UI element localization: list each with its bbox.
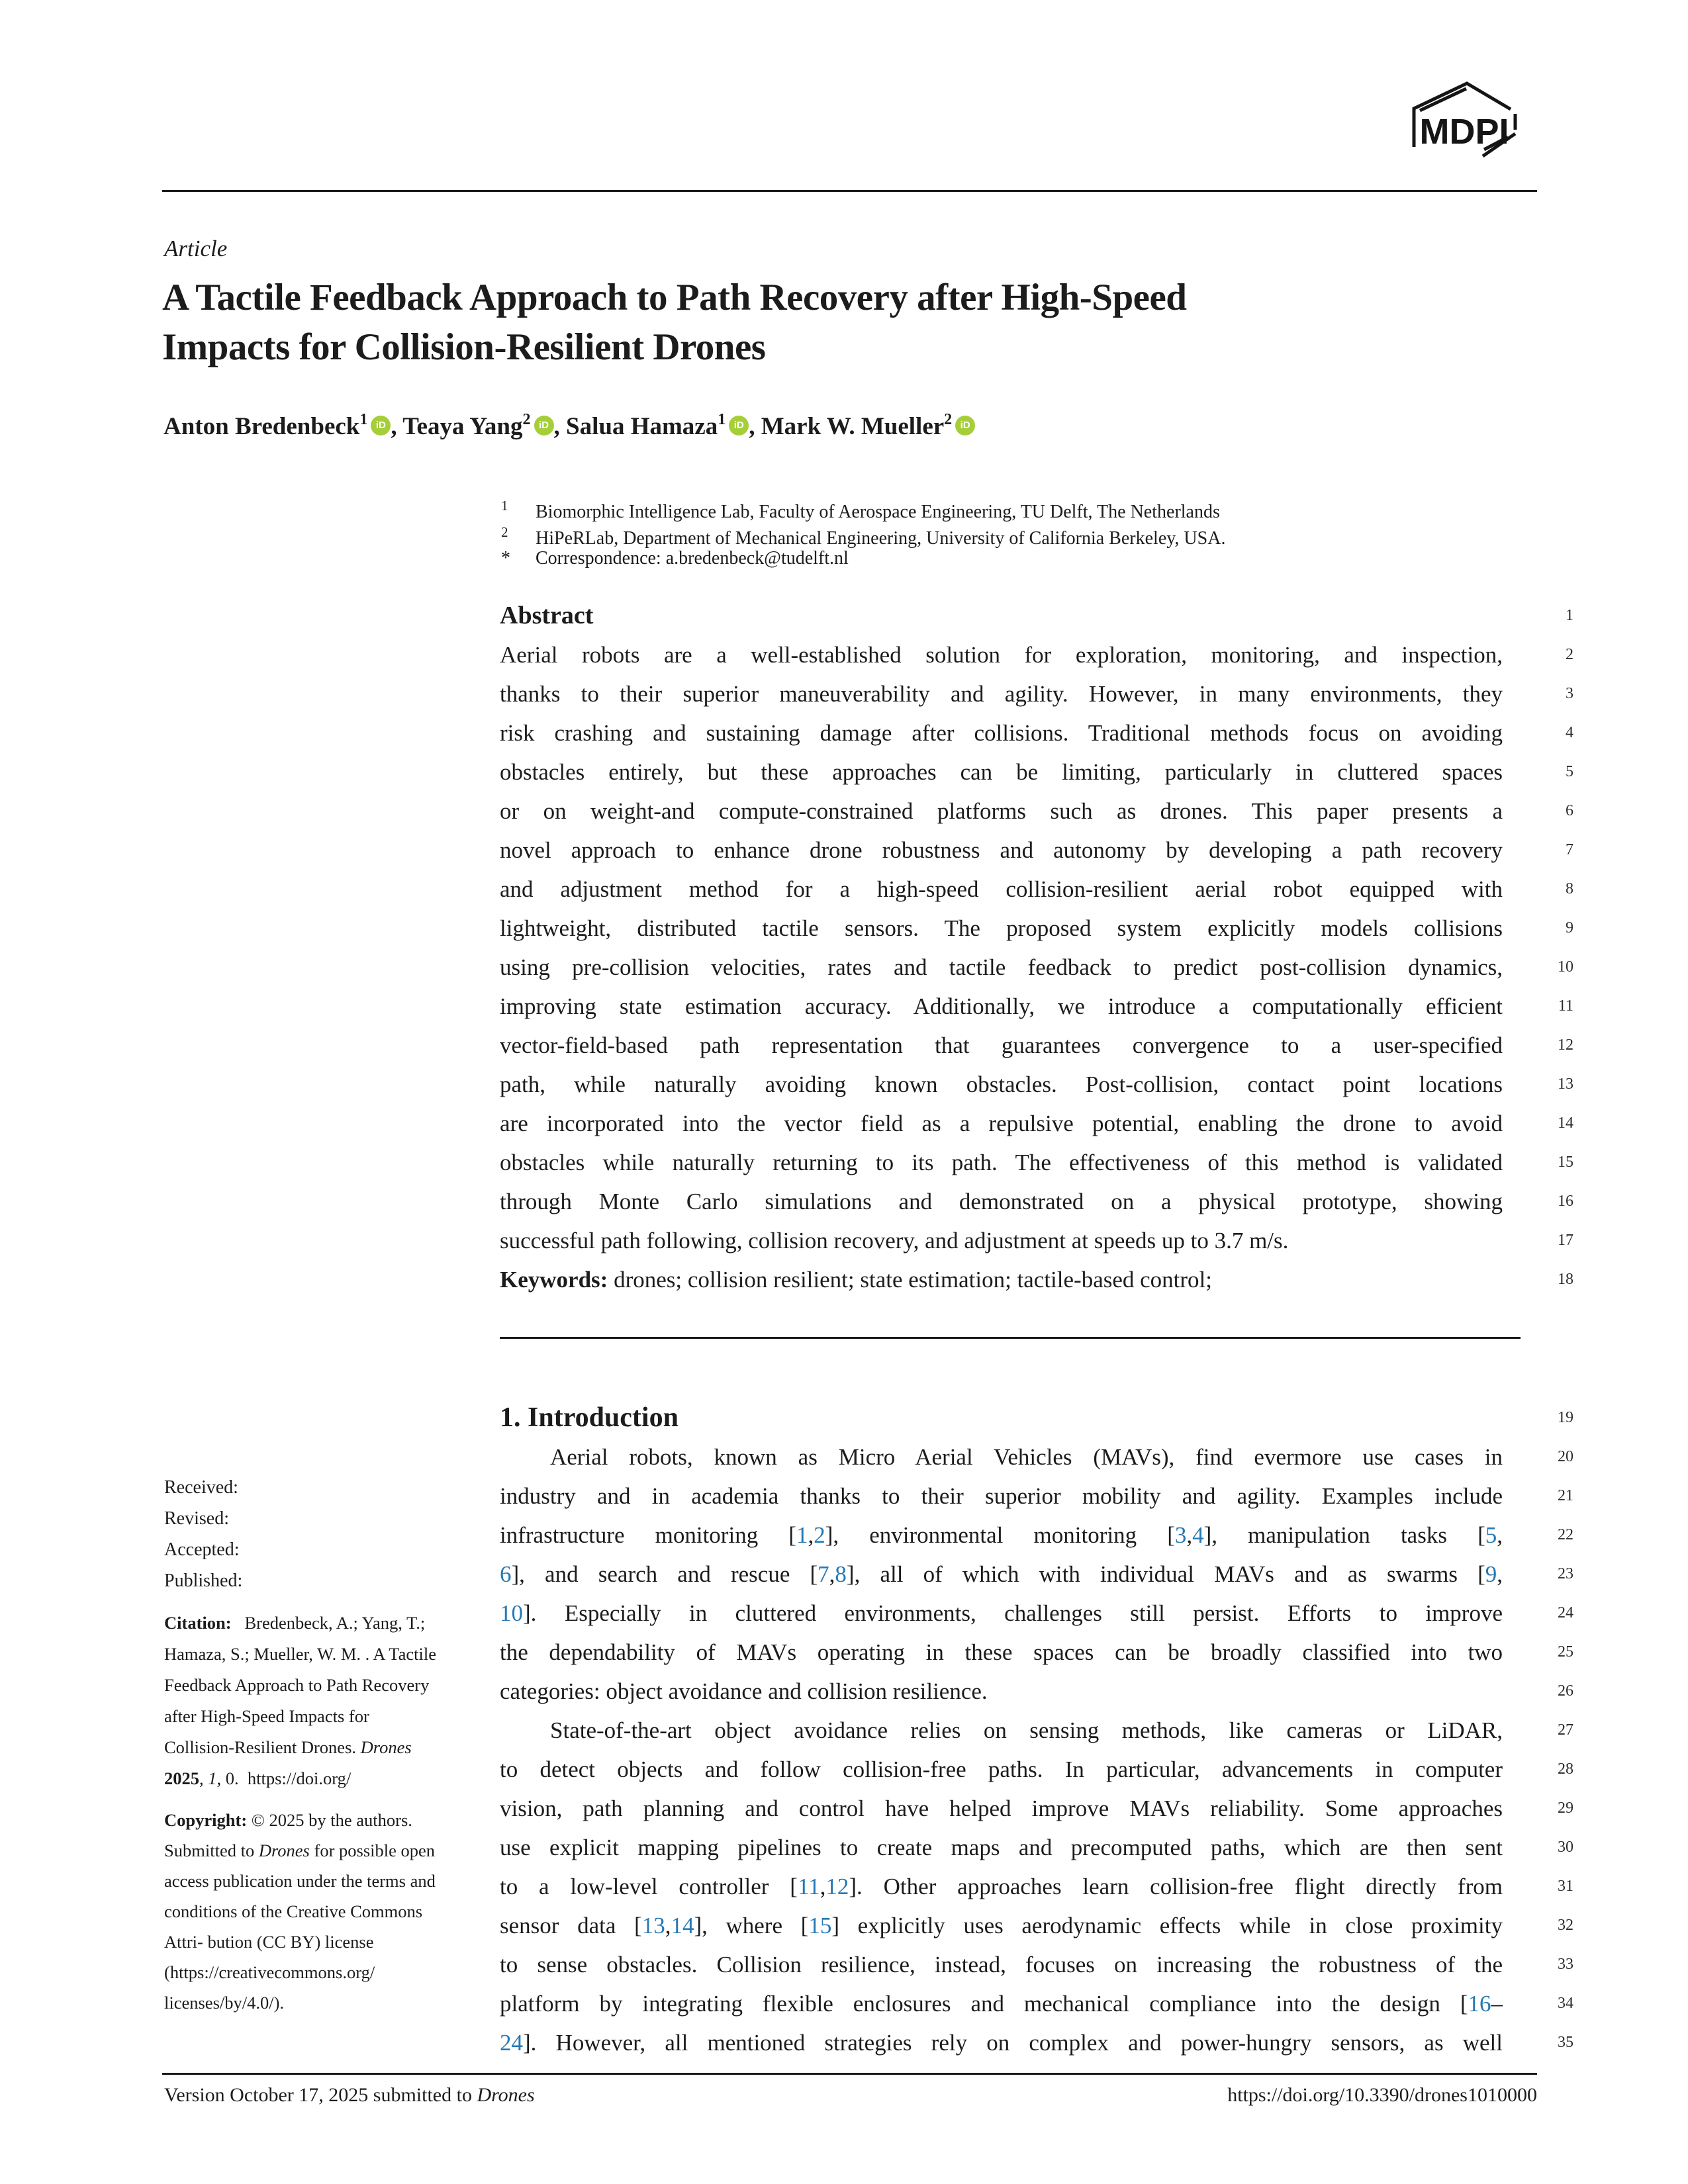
text-segment: for possible open — [309, 1841, 436, 1860]
affiliation-text: Correspondence: a.bredenbeck@tudelft.nl — [536, 548, 849, 569]
line-number: 6 — [1566, 802, 1573, 819]
author-name: Salua Hamaza — [566, 413, 718, 440]
orcid-icon[interactable]: iD — [534, 416, 554, 435]
text-segment: , — [1497, 1561, 1503, 1587]
text-line — [500, 1984, 1573, 2023]
author-separator: , — [749, 413, 761, 440]
text-segment: Drones — [258, 1841, 310, 1860]
line-number: 10 — [1558, 958, 1573, 976]
date-label — [164, 1565, 242, 1596]
line-number: 32 — [1558, 1917, 1573, 1934]
citation-line — [164, 1732, 469, 1763]
citation-link[interactable]: 15 — [808, 1913, 832, 1938]
citation-link[interactable]: 11 — [797, 1874, 820, 1899]
author-name: Anton Bredenbeck — [164, 413, 360, 440]
logo-accent-top — [1420, 89, 1466, 111]
text-line — [500, 870, 1573, 909]
text-segment: platform by integrating flexible enclosures and mechanical compliance into the design [ — [500, 1991, 1468, 2017]
text-line-content: Aerial robots are a well-established solution for exploration, monitoring, and inspection, — [500, 642, 1503, 668]
citation-line — [164, 1701, 469, 1732]
text-segment: Copyright: — [164, 1810, 248, 1830]
text-line — [500, 909, 1573, 948]
footer-version-text: Version October 17, 2025 submitted to — [164, 2084, 477, 2106]
text-line-content: Abstract — [500, 602, 594, 629]
text-line-content: through Monte Carlo simulations and demonstrated on a physical prototype, showing — [500, 1189, 1503, 1214]
text-line-content: successful path following, collision recovery, and adjustment at speeds up to 3.7 m/s. — [500, 1228, 1289, 1253]
text-line — [500, 1672, 1573, 1711]
author — [402, 413, 566, 440]
affiliation-marker: 2 — [501, 524, 508, 540]
text-segment: Drones — [360, 1737, 412, 1757]
line-number: 12 — [1558, 1036, 1573, 1054]
text-line-content: vision, path planning and control have helped improve MAVs reliability. Some approaches — [500, 1796, 1503, 1821]
author-affiliation-sup: 2 — [944, 411, 953, 428]
text-line — [500, 1437, 1573, 1477]
text-line — [500, 1221, 1573, 1260]
text-segment: , — [829, 1561, 835, 1587]
text-line — [500, 948, 1573, 987]
line-number: 31 — [1558, 1878, 1573, 1895]
text-segment: ], environmental monitoring [ — [825, 1522, 1175, 1548]
sidebar-dates — [164, 1472, 242, 1596]
line-number: 17 — [1558, 1232, 1573, 1249]
citation-link[interactable]: 10 — [500, 1600, 523, 1626]
citation-line — [164, 1608, 469, 1639]
affiliations — [501, 492, 1534, 572]
text-line — [500, 1945, 1573, 1984]
text-line-content: categories: object avoidance and collision resilience. — [500, 1678, 988, 1704]
citation-link[interactable]: 7 — [818, 1561, 829, 1587]
text-segment: , — [665, 1913, 671, 1938]
copyright-line — [164, 1896, 469, 1927]
text-segment: ]. Other approaches learn collision-free flight directly from — [849, 1874, 1503, 1899]
line-number: 1 — [1566, 607, 1573, 624]
text-line-content — [500, 2030, 1503, 2056]
citation-line-text — [164, 1768, 351, 1788]
line-number: 14 — [1558, 1115, 1573, 1132]
text-line — [500, 1516, 1573, 1555]
line-number: 4 — [1566, 724, 1573, 741]
text-line-content: State-of-the-art object avoidance relies on sensing methods, like cameras or LiDAR, — [550, 1717, 1503, 1743]
text-segment: sensor data [ — [500, 1913, 642, 1938]
text-line — [500, 674, 1573, 713]
text-line-content: are incorporated into the vector field as a repulsive potential, enabling the drone to avoid — [500, 1111, 1503, 1136]
text-line-content: industry and in academia thanks to their superior mobility and agility. Examples include — [500, 1483, 1503, 1509]
text-line-content: 1. Introduction — [500, 1402, 679, 1433]
text-line — [500, 1398, 1573, 1437]
text-line-content — [500, 1561, 1503, 1587]
text-line — [500, 1867, 1573, 1906]
text-line-content: use explicit mapping pipelines to create maps and precomputed paths, which are then sent — [500, 1835, 1503, 1860]
line-number: 15 — [1558, 1154, 1573, 1171]
line-number: 7 — [1566, 841, 1573, 858]
line-number: 13 — [1558, 1075, 1573, 1093]
author — [164, 413, 402, 440]
author-separator: , — [553, 413, 567, 440]
affiliation-marker: 1 — [501, 498, 508, 514]
text-line-content: to sense obstacles. Collision resilience, instead, focuses on increasing the robustness of the — [500, 1952, 1503, 1978]
copyright-line — [164, 1987, 469, 2018]
text-line — [500, 2023, 1573, 2062]
authors-line — [164, 411, 975, 441]
text-line — [500, 635, 1573, 674]
text-line-content: obstacles while naturally returning to its path. The effectiveness of this method is validated — [500, 1150, 1503, 1175]
text-line-content: thanks to their superior maneuverability and agility. However, in many environments, they — [500, 681, 1503, 707]
author-name: Teaya Yang — [402, 413, 523, 440]
orcid-icon[interactable]: iD — [729, 416, 749, 435]
text-segment: drones; collision resilient; state estimation; tactile-based control; — [614, 1267, 1212, 1293]
abstract-block — [500, 596, 1573, 1299]
text-segment: ]. Especially in cluttered environments, challenges still persist. Efforts to improve — [523, 1600, 1503, 1626]
logo-text: MDPI — [1419, 112, 1509, 152]
line-number: 23 — [1558, 1565, 1573, 1582]
copyright-line — [164, 1835, 469, 1866]
line-number: 33 — [1558, 1956, 1573, 1973]
text-line — [500, 596, 1573, 635]
text-line-content — [500, 1991, 1503, 2017]
citation-link[interactable]: 14 — [671, 1913, 694, 1938]
copyright-line — [164, 1927, 469, 1957]
text-line — [500, 1104, 1573, 1143]
text-segment: , — [1186, 1522, 1193, 1548]
footer-doi-link[interactable]: https://doi.org/10.3390/drones1010000 — [1227, 2084, 1537, 2106]
text-line — [500, 713, 1573, 752]
text-line — [500, 1555, 1573, 1594]
affiliation-row — [501, 492, 1534, 522]
text-segment: Citation: — [164, 1613, 232, 1633]
title-line-1: A Tactile Feedback Approach to Path Recovery after High-Speed — [162, 277, 1187, 318]
citation-line — [164, 1670, 469, 1701]
affiliation-marker: * — [501, 548, 510, 569]
copyright-line — [164, 1957, 469, 1987]
line-number: 26 — [1558, 1682, 1573, 1700]
author-affiliation-sup: 2 — [522, 411, 531, 428]
line-number: 30 — [1558, 1839, 1573, 1856]
line-number: 16 — [1558, 1193, 1573, 1210]
copyright-line-text: (https://creativecommons.org/ — [164, 1962, 375, 1982]
line-number: 25 — [1558, 1643, 1573, 1661]
text-segment: 1 — [208, 1768, 217, 1788]
text-segment: ] explicitly uses aerodynamic effects while in close proximity — [831, 1913, 1503, 1938]
citation-link[interactable]: 2 — [814, 1522, 825, 1548]
text-segment: ], manipulation tasks [ — [1203, 1522, 1485, 1548]
text-line-content: path, while naturally avoiding known obstacles. Post-collision, contact point locations — [500, 1071, 1503, 1097]
line-number: 22 — [1558, 1526, 1573, 1543]
keywords-divider — [500, 1337, 1521, 1339]
copyright-line-text: conditions of the Creative Commons — [164, 1901, 423, 1921]
text-line — [500, 1711, 1573, 1750]
date-label-text: Accepted: — [164, 1539, 240, 1560]
text-line — [500, 1065, 1573, 1104]
text-line-content: vector-field-based path representation that guarantees convergence to a user-specified — [500, 1032, 1503, 1058]
date-label-text: Published: — [164, 1570, 243, 1591]
line-number: 2 — [1566, 646, 1573, 663]
citation-line — [164, 1763, 469, 1794]
text-line-content — [500, 1874, 1503, 1899]
citation-link[interactable]: 12 — [825, 1874, 849, 1899]
citation-link[interactable]: 1 — [796, 1522, 808, 1548]
copyright-line-text: access publication under the terms and — [164, 1871, 436, 1891]
title-line-2: Impacts for Collision-Resilient Drones — [162, 326, 766, 368]
copyright-line-text — [164, 1810, 412, 1830]
citation-line-text: after High-Speed Impacts for — [164, 1706, 369, 1726]
citation-link[interactable]: 4 — [1192, 1522, 1204, 1548]
text-line-content: improving state estimation accuracy. Additionally, we introduce a computationally efficient — [500, 993, 1503, 1019]
text-segment: , — [808, 1522, 814, 1548]
author — [761, 413, 975, 440]
line-number: 35 — [1558, 2034, 1573, 2051]
text-segment: Submitted to — [164, 1841, 259, 1860]
line-number: 9 — [1566, 919, 1573, 936]
text-segment: ]. However, all mentioned strategies rely on complex and power-hungry sensors, as well — [523, 2030, 1503, 2056]
text-line — [500, 1477, 1573, 1516]
text-line-content: novel approach to enhance drone robustness and autonomy by developing a path recovery — [500, 837, 1503, 863]
text-line — [500, 1789, 1573, 1828]
citation-link[interactable]: 5 — [1485, 1522, 1497, 1548]
copyright-line-text — [164, 1841, 435, 1860]
copyright-line — [164, 1805, 469, 1835]
citation-link[interactable]: 24 — [500, 2030, 523, 2056]
text-line-content — [500, 1600, 1503, 1626]
text-segment: 2025 — [164, 1768, 199, 1788]
line-number: 5 — [1566, 763, 1573, 780]
author — [566, 413, 761, 440]
copyright-line-text: licenses/by/4.0/). — [164, 1993, 285, 2013]
text-segment: ], where [ — [694, 1913, 809, 1938]
citation-link[interactable]: 6 — [500, 1561, 512, 1587]
text-segment: ], and search and rescue [ — [511, 1561, 818, 1587]
text-line-content: to detect objects and follow collision-free paths. In particular, advancements in computer — [500, 1756, 1503, 1782]
citation-line-text — [164, 1737, 412, 1757]
line-number: 11 — [1558, 997, 1573, 1015]
text-line-content: the dependability of MAVs operating in these spaces can be broadly classified into two — [500, 1639, 1503, 1665]
text-segment: to a low-level controller [ — [500, 1874, 798, 1899]
text-line — [500, 831, 1573, 870]
line-number: 20 — [1558, 1448, 1573, 1465]
text-segment: Keywords: — [500, 1267, 614, 1293]
date-label — [164, 1534, 242, 1565]
line-number: 24 — [1558, 1604, 1573, 1621]
line-number: 3 — [1566, 685, 1573, 702]
text-segment: , — [199, 1768, 209, 1788]
text-line — [500, 1828, 1573, 1867]
citation-line — [164, 1639, 469, 1670]
text-line-content — [500, 1913, 1503, 1938]
footer-version — [164, 2084, 535, 2107]
text-line-content: lightweight, distributed tactile sensors. The proposed system explicitly models collisions — [500, 915, 1503, 941]
affiliation-row — [501, 545, 1534, 572]
line-number: 29 — [1558, 1799, 1573, 1817]
copyright-line — [164, 1866, 469, 1896]
text-line — [500, 1594, 1573, 1633]
text-line-content: risk crashing and sustaining damage after collisions. Traditional methods focus on avoiding — [500, 720, 1503, 746]
orcid-icon[interactable]: iD — [371, 416, 391, 435]
sidebar-citation — [164, 1608, 469, 1794]
text-line — [500, 987, 1573, 1026]
author-affiliation-sup: 1 — [718, 411, 726, 428]
text-line-content: or on weight-and compute-constrained platforms such as drones. This paper presents a — [500, 798, 1503, 824]
text-line — [500, 792, 1573, 831]
date-label — [164, 1503, 242, 1534]
citation-link[interactable]: 9 — [1485, 1561, 1497, 1587]
text-line-content: obstacles entirely, but these approaches can be limiting, particularly in cluttered spaces — [500, 759, 1503, 785]
text-segment: Bredenbeck, A.; Yang, T.; — [231, 1613, 426, 1633]
text-line-content — [500, 1522, 1503, 1548]
sidebar-copyright — [164, 1805, 469, 2018]
text-line — [500, 1143, 1573, 1182]
text-line — [500, 1182, 1573, 1221]
line-number: 34 — [1558, 1995, 1573, 2012]
text-segment: – — [1491, 1991, 1503, 2017]
line-number: 18 — [1558, 1271, 1573, 1288]
text-segment: , — [820, 1874, 826, 1899]
text-line — [500, 1906, 1573, 1945]
text-line — [500, 1026, 1573, 1065]
author-affiliation-sup: 1 — [359, 411, 368, 428]
introduction-block — [500, 1398, 1573, 2062]
citation-line-text: Hamaza, S.; Mueller, W. M. . A Tactile — [164, 1644, 436, 1664]
footer-journal-name: Drones — [477, 2084, 535, 2106]
text-segment: Collision-Resilient Drones. — [164, 1737, 361, 1757]
line-number: 28 — [1558, 1760, 1573, 1778]
affiliation-text: Biomorphic Intelligence Lab, Faculty of Aerospace Engineering, TU Delft, The Netherlands — [536, 502, 1220, 522]
header-rule — [162, 190, 1537, 192]
text-line-content: Aerial robots, known as Micro Aerial Vehicles (MAVs), find evermore use cases in — [550, 1444, 1503, 1470]
text-segment: © 2025 by the authors. — [247, 1810, 412, 1830]
date-label — [164, 1472, 242, 1503]
date-label-text: Received: — [164, 1477, 238, 1498]
text-line-content — [500, 1267, 1212, 1293]
citation-link[interactable]: 13 — [641, 1913, 665, 1938]
text-line-content: and adjustment method for a high-speed collision-resilient aerial robot equipped with — [500, 876, 1503, 902]
article-label: Article — [164, 236, 228, 261]
date-label-text: Revised: — [164, 1508, 229, 1529]
footer-rule — [162, 2073, 1537, 2075]
citation-link[interactable]: 16 — [1468, 1991, 1491, 2017]
copyright-line-text: Attri- bution (CC BY) license — [164, 1932, 374, 1952]
author-name: Mark W. Mueller — [761, 413, 945, 440]
citation-link[interactable]: 8 — [835, 1561, 847, 1587]
text-segment: , 0. https://doi.org/ — [216, 1768, 352, 1788]
line-number: 19 — [1558, 1409, 1573, 1426]
mdpi-logo — [1406, 79, 1528, 164]
text-segment: , — [1497, 1522, 1503, 1548]
text-segment: ], all of which with individual MAVs and as swarms [ — [846, 1561, 1485, 1587]
citation-line-text: Feedback Approach to Path Recovery — [164, 1675, 430, 1695]
citation-line-text — [164, 1613, 425, 1633]
line-number: 21 — [1558, 1487, 1573, 1504]
text-segment: infrastructure monitoring [ — [500, 1522, 796, 1548]
text-line — [500, 1260, 1573, 1299]
text-line — [500, 1750, 1573, 1789]
text-line-content: using pre-collision velocities, rates and tactile feedback to predict post-collision dynamics, — [500, 954, 1503, 980]
page-title — [162, 273, 1546, 372]
line-number: 8 — [1566, 880, 1573, 897]
text-line — [500, 1633, 1573, 1672]
affiliation-text: HiPeRLab, Department of Mechanical Engineering, University of California Berkeley, USA. — [536, 528, 1226, 549]
line-number: 27 — [1558, 1721, 1573, 1739]
orcid-icon[interactable]: iD — [955, 416, 975, 435]
text-line — [500, 752, 1573, 792]
author-separator: , — [391, 413, 403, 440]
affiliation-row — [501, 519, 1534, 549]
citation-link[interactable]: 3 — [1174, 1522, 1187, 1548]
